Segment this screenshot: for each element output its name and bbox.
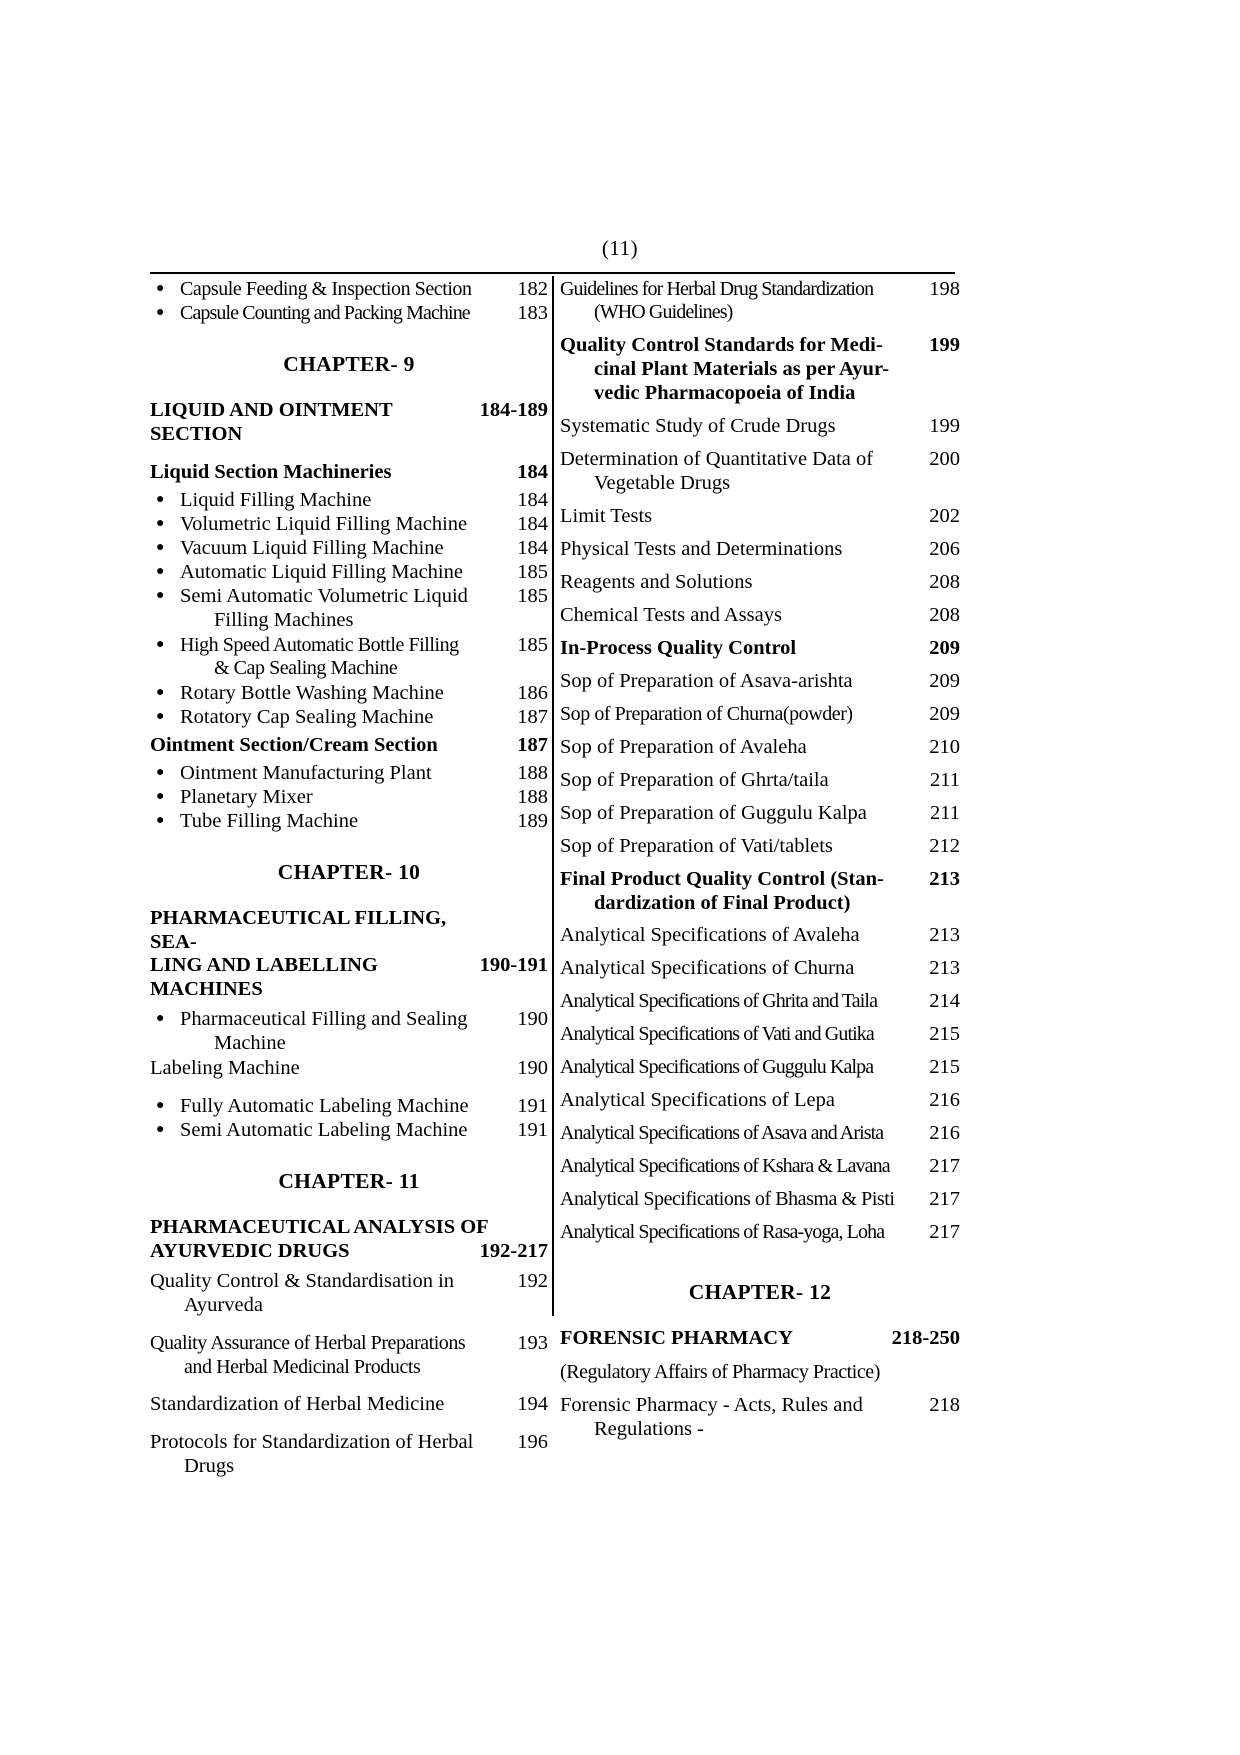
toc-entry[interactable]: [560, 571, 960, 595]
toc-entry[interactable]: [560, 1122, 960, 1146]
toc-entry-label: Labeling Machine: [150, 1057, 300, 1080]
toc-section-heading[interactable]: [150, 907, 548, 955]
toc-entry-label: Vacuum Liquid Filling Machine: [180, 536, 444, 559]
toc-entry-label: Semi Automatic Labeling Machine: [180, 1119, 468, 1142]
toc-entry-page-number: 215: [929, 1056, 960, 1079]
toc-entry-page-number: 192-217: [479, 1240, 548, 1263]
bullet-icon: ●: [156, 708, 165, 724]
toc-entry[interactable]: [560, 835, 960, 859]
toc-entry[interactable]: [560, 769, 960, 793]
toc-entry-label: Sop of Preparation of Avaleha: [560, 735, 807, 758]
toc-entry-label: Analytical Specifications of Ghrita and Taila: [560, 990, 878, 1013]
toc-entry-page-number: 217: [929, 1155, 960, 1178]
toc-section-heading-cont[interactable]: [150, 1240, 548, 1264]
toc-entry-label: PHARMACEUTICAL FILLING, SEA-: [150, 906, 447, 953]
spacer: [150, 1143, 548, 1169]
toc-entry-label: (Regulatory Affairs of Pharmacy Practice): [560, 1361, 880, 1384]
toc-entry-label-cont: Machine: [214, 1032, 286, 1055]
chapter-title: CHAPTER- 10: [277, 859, 421, 884]
toc-entry-page-number: 214: [929, 990, 960, 1013]
toc-entry-label: Determination of Quantitative Data of Vegetable Drugs: [560, 448, 914, 496]
bullet-icon: ●: [156, 1098, 165, 1114]
toc-entry-page-number: 190-191: [479, 954, 548, 977]
toc-entry[interactable]: [560, 1056, 960, 1080]
toc-entry-page-number: 199: [929, 414, 960, 437]
toc-entry-label: Quality Control Standards for Medi- cinal Plant Materials as per Ayur- vedic Pharmacopoeia of India: [560, 334, 914, 406]
toc-entry-page-number: 196: [517, 1431, 548, 1454]
toc-entry-page-number: 185: [517, 584, 548, 607]
toc-entry-page-number: 188: [517, 785, 548, 808]
bullet-icon: ●: [156, 587, 165, 603]
toc-bullet-entry[interactable]: [150, 489, 548, 513]
spacer: [560, 1305, 960, 1327]
toc-entry-label-cont: Vegetable Drugs: [594, 471, 731, 494]
toc-entry-page-number: 198: [929, 278, 960, 300]
toc-entry-page-number: 216: [929, 1089, 960, 1112]
toc-entry-label: Sop of Preparation of Asava-arishta: [560, 669, 853, 692]
toc-bold-entry[interactable]: [560, 868, 960, 916]
toc-column-left: [150, 278, 548, 1493]
toc-entry-page-number: 200: [929, 447, 960, 470]
bullet-icon: ●: [156, 684, 165, 700]
toc-entry-page-number: 189: [517, 809, 548, 832]
toc-entry-label: Ointment Section/Cream Section: [150, 733, 438, 756]
toc-section-heading[interactable]: [150, 1216, 548, 1240]
toc-entry-label-cont: Ayurveda: [184, 1294, 263, 1317]
toc-entry-page-number: 217: [929, 1221, 960, 1244]
toc-bullet-entry[interactable]: [150, 537, 548, 561]
toc-entry-page-number: 217: [929, 1188, 960, 1211]
toc-section-heading[interactable]: [150, 399, 548, 447]
toc-entry[interactable]: [560, 802, 960, 826]
toc-bullet-entry[interactable]: [150, 762, 548, 786]
toc-entry-label: Analytical Specifications of Guggulu Kalpa: [560, 1056, 874, 1079]
toc-entry-label: High Speed Automatic Bottle Filling & Cap Sealing Machine: [180, 634, 502, 681]
toc-entry-page-number: 218-250: [891, 1327, 960, 1350]
toc-entry[interactable]: [150, 1057, 548, 1081]
spacer: [150, 447, 548, 457]
toc-entry[interactable]: [560, 278, 960, 325]
toc-entry-page-number: 182: [517, 278, 548, 300]
toc-entry-label: Ointment Manufacturing Plant: [180, 761, 432, 784]
toc-bullet-entry[interactable]: [150, 585, 548, 633]
toc-section-heading-cont[interactable]: [150, 954, 548, 1002]
toc-bullet-entry[interactable]: [150, 1008, 548, 1056]
page-folio: (11): [601, 236, 639, 260]
toc-entry-label: Quality Assurance of Herbal Preparations and Herbal Medicinal Products: [150, 1332, 502, 1379]
bullet-icon: ●: [156, 281, 165, 296]
toc-bold-entry[interactable]: [560, 334, 960, 406]
toc-bold-entry[interactable]: [560, 637, 960, 661]
toc-subsection-heading[interactable]: [150, 734, 548, 758]
toc-entry-label: Systematic Study of Crude Drugs: [560, 414, 836, 437]
toc-bullet-entry[interactable]: [150, 278, 548, 302]
toc-entry-label: Rotary Bottle Washing Machine: [180, 681, 444, 704]
toc-entry-label: Physical Tests and Determinations: [560, 537, 843, 560]
toc-entry-page-number: 216: [929, 1122, 960, 1145]
bullet-icon: ●: [156, 764, 165, 780]
toc-entry[interactable]: [560, 505, 960, 529]
toc-entry-label-cont: Drugs: [184, 1455, 235, 1478]
toc-entry[interactable]: [560, 415, 960, 439]
toc-bullet-entry[interactable]: [150, 1095, 548, 1119]
toc-entry-label: Capsule Feeding & Inspection Section: [180, 278, 472, 300]
toc-entry-label: Automatic Liquid Filling Machine: [180, 560, 463, 583]
toc-entry-label: AYURVEDIC DRUGS: [150, 1240, 350, 1263]
bullet-icon: ●: [156, 491, 165, 507]
toc-entry-page-number: 208: [929, 570, 960, 593]
toc-entry-label: Forensic Pharmacy - Acts, Rules and Regulations -: [560, 1394, 914, 1442]
toc-entry-label: Sop of Preparation of Guggulu Kalpa: [560, 801, 867, 824]
toc-entry-label: Analytical Specifications of Bhasma & Pisti: [560, 1188, 895, 1211]
toc-entry-label: Limit Tests: [560, 504, 653, 527]
toc-entry-page-number: 187: [517, 733, 548, 756]
toc-entry-page-number: 184: [517, 488, 548, 511]
toc-entry-page-number: 191: [517, 1119, 548, 1142]
toc-entry-page-number: 209: [929, 702, 960, 725]
chapter-title: CHAPTER- 9: [283, 351, 415, 376]
toc-entry-page-number: 212: [929, 834, 960, 857]
toc-entry-page-number: 213: [929, 867, 960, 890]
toc-entry[interactable]: [560, 736, 960, 760]
toc-entry[interactable]: [560, 1394, 960, 1442]
bullet-icon: ●: [156, 1122, 165, 1138]
toc-entry-page-number: 213: [929, 924, 960, 947]
spacer: [560, 1254, 960, 1280]
toc-entry-label-cont: (WHO Guidelines): [594, 301, 733, 324]
toc-entry-label: Volumetric Liquid Filling Machine: [180, 512, 468, 535]
toc-entry-page-number: 215: [929, 1023, 960, 1046]
toc-bullet-entry[interactable]: [150, 810, 548, 834]
toc-entry-label: Analytical Specifications of Asava and Arista: [560, 1122, 884, 1145]
bullet-icon: ●: [156, 788, 165, 804]
toc-entry-label: PHARMACEUTICAL ANALYSIS OF: [150, 1216, 489, 1239]
toc-bullet-entry[interactable]: [150, 706, 548, 730]
toc-entry[interactable]: [560, 1361, 960, 1384]
toc-entry-page-number: 190: [517, 1057, 548, 1080]
toc-entry-label: Reagents and Solutions: [560, 570, 753, 593]
bullet-icon: ●: [156, 1011, 165, 1027]
toc-entry[interactable]: [560, 604, 960, 628]
toc-entry[interactable]: [560, 670, 960, 694]
bullet-icon: ●: [156, 304, 165, 320]
toc-entry-label: Analytical Specifications of Churna: [560, 957, 855, 980]
toc-entry-page-number: 187: [517, 705, 548, 728]
toc-entry-page-number: 186: [517, 681, 548, 704]
toc-entry-label-cont: Regulations -: [594, 1417, 704, 1440]
header-rule: [150, 272, 955, 274]
toc-entry[interactable]: [560, 1089, 960, 1113]
toc-entry-page-number: 194: [517, 1393, 548, 1416]
toc-entry-label: Analytical Specifications of Vati and Gutika: [560, 1023, 874, 1046]
toc-entry-page-number: 191: [517, 1095, 548, 1118]
toc-entry-label: Sop of Preparation of Ghrta/taila: [560, 768, 829, 791]
toc-entry-label: In-Process Quality Control: [560, 636, 797, 659]
toc-entry-label: Analytical Specifications of Rasa-yoga, Loha: [560, 1221, 885, 1244]
toc-entry-page-number: 211: [930, 768, 960, 791]
toc-entry-label: Fully Automatic Labeling Machine: [180, 1095, 469, 1118]
toc-entry-page-number: 184-189: [479, 398, 548, 421]
toc-bullet-entry[interactable]: [150, 1119, 548, 1143]
toc-entry-page-number: 218: [929, 1393, 960, 1416]
spacer: [150, 326, 548, 352]
toc-subsection-heading[interactable]: [150, 461, 548, 485]
toc-entry-label: Planetary Mixer: [180, 785, 313, 808]
spacer: [150, 834, 548, 860]
toc-entry[interactable]: [560, 1023, 960, 1047]
toc-entry-page-number: 209: [929, 636, 960, 659]
spacer: [150, 885, 548, 907]
bullet-icon: ●: [156, 636, 165, 652]
toc-entry-label: Analytical Specifications of Kshara & Lavana: [560, 1155, 890, 1178]
toc-entry-page-number: 208: [929, 603, 960, 626]
toc-entry-label: Chemical Tests and Assays: [560, 603, 782, 626]
toc-entry-page-number: 190: [517, 1008, 548, 1031]
toc-entry-label: Final Product Quality Control (Stan- dardization of Final Product): [560, 868, 914, 916]
toc-entry-label: Analytical Specifications of Avaleha: [560, 924, 860, 947]
toc-entry-page-number: 193: [517, 1332, 548, 1355]
toc-entry[interactable]: [560, 990, 960, 1014]
toc-entry-page-number: 185: [517, 633, 548, 656]
toc-entry[interactable]: [150, 1393, 548, 1417]
spacer: [560, 1351, 960, 1361]
toc-entry-page-number: 184: [517, 512, 548, 535]
toc-entry-page-number: 184: [517, 460, 548, 483]
toc-entry-page-number: 213: [929, 957, 960, 980]
toc-entry-label: Tube Filling Machine: [180, 809, 359, 832]
toc-entry-label: LIQUID AND OINTMENT SECTION: [150, 398, 393, 445]
spacer: [150, 1194, 548, 1216]
toc-entry[interactable]: [560, 924, 960, 948]
toc-section-heading[interactable]: [560, 1327, 960, 1351]
toc-entry-page-number: 185: [517, 560, 548, 583]
toc-entry-page-number: 211: [930, 801, 960, 824]
toc-bullet-entry[interactable]: [150, 513, 548, 537]
toc-entry-label: Analytical Specifications of Lepa: [560, 1089, 835, 1112]
chapter-title: CHAPTER- 11: [278, 1169, 420, 1194]
toc-entry-label-cont: dardization of Final Product): [594, 891, 851, 914]
toc-entry-page-number: 192: [517, 1270, 548, 1293]
toc-entry-label: LING AND LABELLING MACHINES: [150, 954, 378, 1001]
toc-entry[interactable]: [560, 1188, 960, 1212]
toc-entry-page-number: 188: [517, 761, 548, 784]
toc-entry-label: Standardization of Herbal Medicine: [150, 1393, 445, 1416]
toc-bullet-entry[interactable]: [150, 561, 548, 585]
toc-entry-label: Sop of Preparation of Vati/tablets: [560, 834, 833, 857]
toc-entry[interactable]: [150, 1332, 548, 1379]
toc-entry-label: Protocols for Standardization of Herbal Drugs: [150, 1431, 502, 1479]
toc-entry-label: Liquid Section Machineries: [150, 460, 392, 483]
toc-entry-page-number: 210: [929, 735, 960, 758]
bullet-icon: ●: [156, 563, 165, 579]
toc-entry-label: Liquid Filling Machine: [180, 488, 372, 511]
column-divider: [552, 276, 554, 1316]
chapter-title: CHAPTER- 12: [688, 1280, 832, 1305]
toc-entry[interactable]: [150, 1431, 548, 1479]
toc-bullet-entry[interactable]: [150, 302, 548, 326]
toc-bullet-entry[interactable]: [150, 786, 548, 810]
toc-entry-label-cont: vedic Pharmacopoeia of India: [594, 381, 856, 404]
toc-bullet-entry[interactable]: [150, 634, 548, 681]
toc-entry-page-number: 199: [929, 333, 960, 356]
toc-entry-label: Pharmaceutical Filling and Sealing Machine: [180, 1008, 502, 1056]
toc-entry[interactable]: [560, 538, 960, 562]
toc-entry[interactable]: [560, 957, 960, 981]
toc-entry-label-cont: & Cap Sealing Machine: [214, 657, 398, 680]
toc-entry-page-number: 209: [929, 669, 960, 692]
bullet-icon: ●: [156, 812, 165, 828]
toc-column-right: [560, 278, 960, 1451]
toc-entry-label: Capsule Counting and Packing Machine: [180, 301, 470, 324]
toc-entry-label: Semi Automatic Volumetric Liquid Filling Machines: [180, 585, 502, 633]
toc-entry-page-number: 202: [929, 504, 960, 527]
bullet-icon: ●: [156, 515, 165, 531]
spacer: [150, 377, 548, 399]
toc-entry-label: Sop of Preparation of Churna(powder): [560, 702, 853, 725]
bullet-icon: ●: [156, 539, 165, 555]
toc-entry-label: Guidelines for Herbal Drug Standardization (WHO Guidelines): [560, 278, 914, 325]
toc-entry[interactable]: [560, 703, 960, 727]
toc-entry-page-number: 183: [517, 301, 548, 324]
toc-entry-label-cont: and Herbal Medicinal Products: [184, 1355, 421, 1378]
toc-entry-label: FORENSIC PHARMACY: [560, 1327, 793, 1350]
toc-bullet-entry[interactable]: [150, 682, 548, 706]
toc-entry[interactable]: [560, 1155, 960, 1179]
toc-entry[interactable]: [560, 448, 960, 496]
toc-entry[interactable]: [150, 1270, 548, 1318]
toc-entry-label: Quality Control & Standardisation in Ayurveda: [150, 1270, 502, 1318]
toc-entry-label: Rotatory Cap Sealing Machine: [180, 705, 434, 728]
toc-entry-page-number: 206: [929, 537, 960, 560]
toc-entry-label-cont: Filling Machines: [214, 608, 354, 631]
toc-entry[interactable]: [560, 1221, 960, 1245]
toc-entry-label-cont: cinal Plant Materials as per Ayur-: [594, 357, 890, 380]
toc-entry-page-number: 184: [517, 536, 548, 559]
